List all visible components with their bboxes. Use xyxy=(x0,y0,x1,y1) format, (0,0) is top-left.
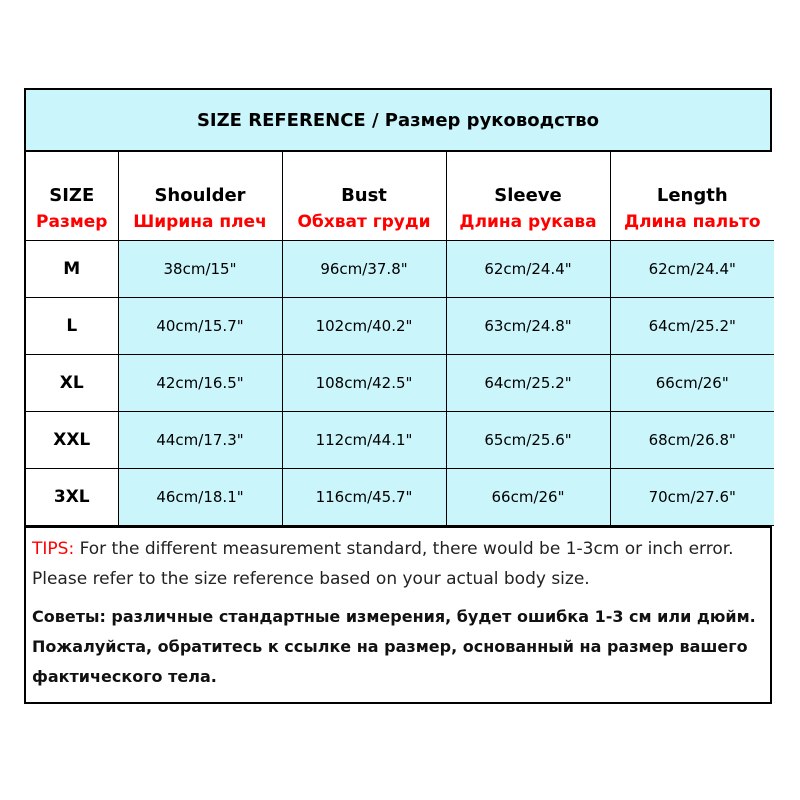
header-row-en xyxy=(26,152,774,210)
header-row-ru xyxy=(26,210,774,241)
table-row xyxy=(26,412,774,469)
tips-label: TIPS: xyxy=(32,539,75,559)
header-sleeve-ru: Длина рукава xyxy=(446,210,610,241)
header-sleeve: Sleeve xyxy=(446,152,610,210)
size-chart xyxy=(24,88,772,704)
sleeve-cell: 64cm/25.2" xyxy=(446,355,610,412)
header-shoulder: Shoulder xyxy=(118,152,282,210)
size-cell: L xyxy=(26,298,118,355)
size-table xyxy=(26,152,774,526)
table-row xyxy=(26,241,774,298)
size-cell: M xyxy=(26,241,118,298)
table-row xyxy=(26,355,774,412)
tips-text-en: For the different measurement standard, there would be 1-3cm or inch error. Please refer to the size reference based on your actual body size. xyxy=(32,539,734,589)
header-bust-ru: Обхват груди xyxy=(282,210,446,241)
bust-cell: 102cm/40.2" xyxy=(282,298,446,355)
header-size: SIZE xyxy=(26,152,118,210)
length-cell: 64cm/25.2" xyxy=(610,298,774,355)
sleeve-cell: 62cm/24.4" xyxy=(446,241,610,298)
header-shoulder-ru: Ширина плеч xyxy=(118,210,282,241)
header-length: Length xyxy=(610,152,774,210)
length-cell: 62cm/24.4" xyxy=(610,241,774,298)
bust-cell: 116cm/45.7" xyxy=(282,469,446,526)
sleeve-cell: 65cm/25.6" xyxy=(446,412,610,469)
chart-title: SIZE REFERENCE / Размер руководство xyxy=(26,90,770,152)
tips-en xyxy=(26,526,770,602)
shoulder-cell: 46cm/18.1" xyxy=(118,469,282,526)
shoulder-cell: 42cm/16.5" xyxy=(118,355,282,412)
bust-cell: 112cm/44.1" xyxy=(282,412,446,469)
shoulder-cell: 40cm/15.7" xyxy=(118,298,282,355)
sleeve-cell: 66cm/26" xyxy=(446,469,610,526)
table-row xyxy=(26,298,774,355)
tips-ru: Советы: различные стандартные измерения, будет ошибка 1-3 см или дюйм. Пожалуйста, обратитесь к ссылке на размер, основанный на размер вашего фактического тела. xyxy=(32,607,756,686)
sleeve-cell: 63cm/24.8" xyxy=(446,298,610,355)
length-cell: 66cm/26" xyxy=(610,355,774,412)
shoulder-cell: 38cm/15" xyxy=(118,241,282,298)
header-length-ru: Длина пальто xyxy=(610,210,774,241)
length-cell: 70cm/27.6" xyxy=(610,469,774,526)
size-cell: XXL xyxy=(26,412,118,469)
table-row xyxy=(26,469,774,526)
size-cell: 3XL xyxy=(26,469,118,526)
bust-cell: 108cm/42.5" xyxy=(282,355,446,412)
length-cell: 68cm/26.8" xyxy=(610,412,774,469)
header-size-ru: Размер xyxy=(26,210,118,241)
shoulder-cell: 44cm/17.3" xyxy=(118,412,282,469)
header-bust: Bust xyxy=(282,152,446,210)
size-cell: XL xyxy=(26,355,118,412)
bust-cell: 96cm/37.8" xyxy=(282,241,446,298)
